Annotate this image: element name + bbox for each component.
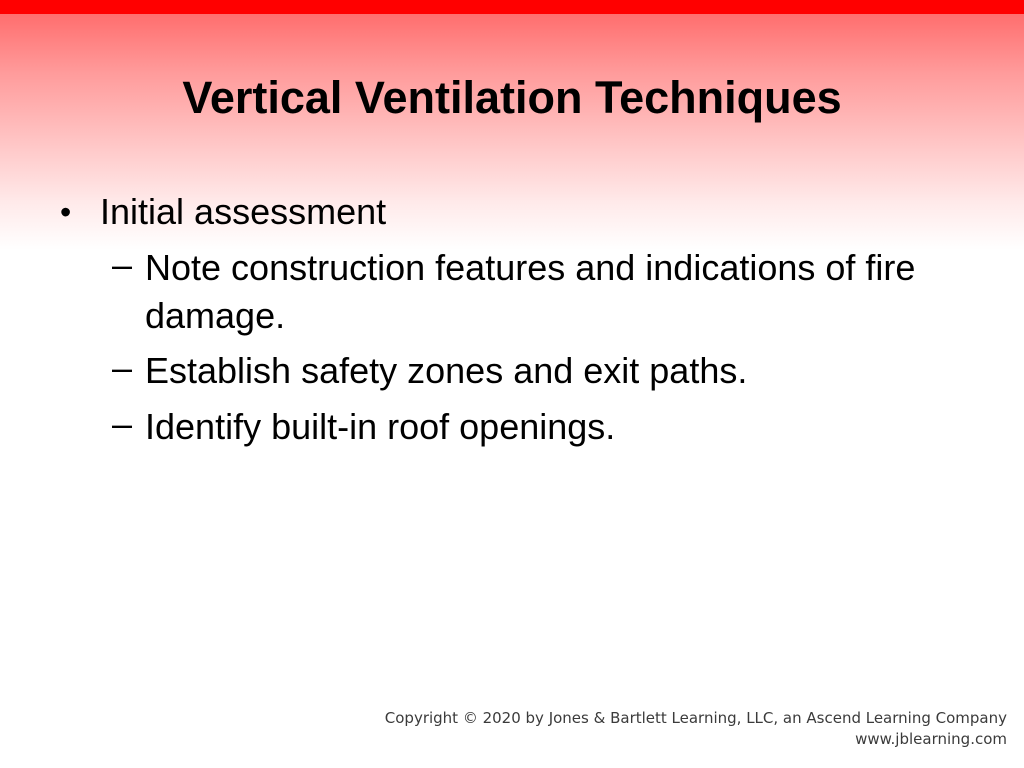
sub-bullet-text: Identify built-in roof openings. [145, 406, 616, 447]
sub-bullet-text: Note construction features and indications of fire damage. [145, 247, 916, 336]
sub-bullet-marker: – [112, 347, 133, 388]
copyright-text: Copyright © 2020 by Jones & Bartlett Learning, LLC, an Ascend Learning Company [384, 709, 1007, 727]
bullet-marker: • [60, 194, 72, 230]
sub-bullet-text: Establish safety zones and exit paths. [145, 350, 748, 391]
sub-bullet-marker: – [112, 403, 133, 444]
footer [385, 708, 1007, 750]
accent-bar [0, 0, 1024, 14]
sub-bullet-marker: – [112, 244, 133, 285]
bullet-text: Initial assessment [100, 191, 387, 232]
slide-title: Vertical Ventilation Techniques [182, 72, 842, 123]
website-link[interactable]: www.jblearning.com [855, 730, 1007, 748]
